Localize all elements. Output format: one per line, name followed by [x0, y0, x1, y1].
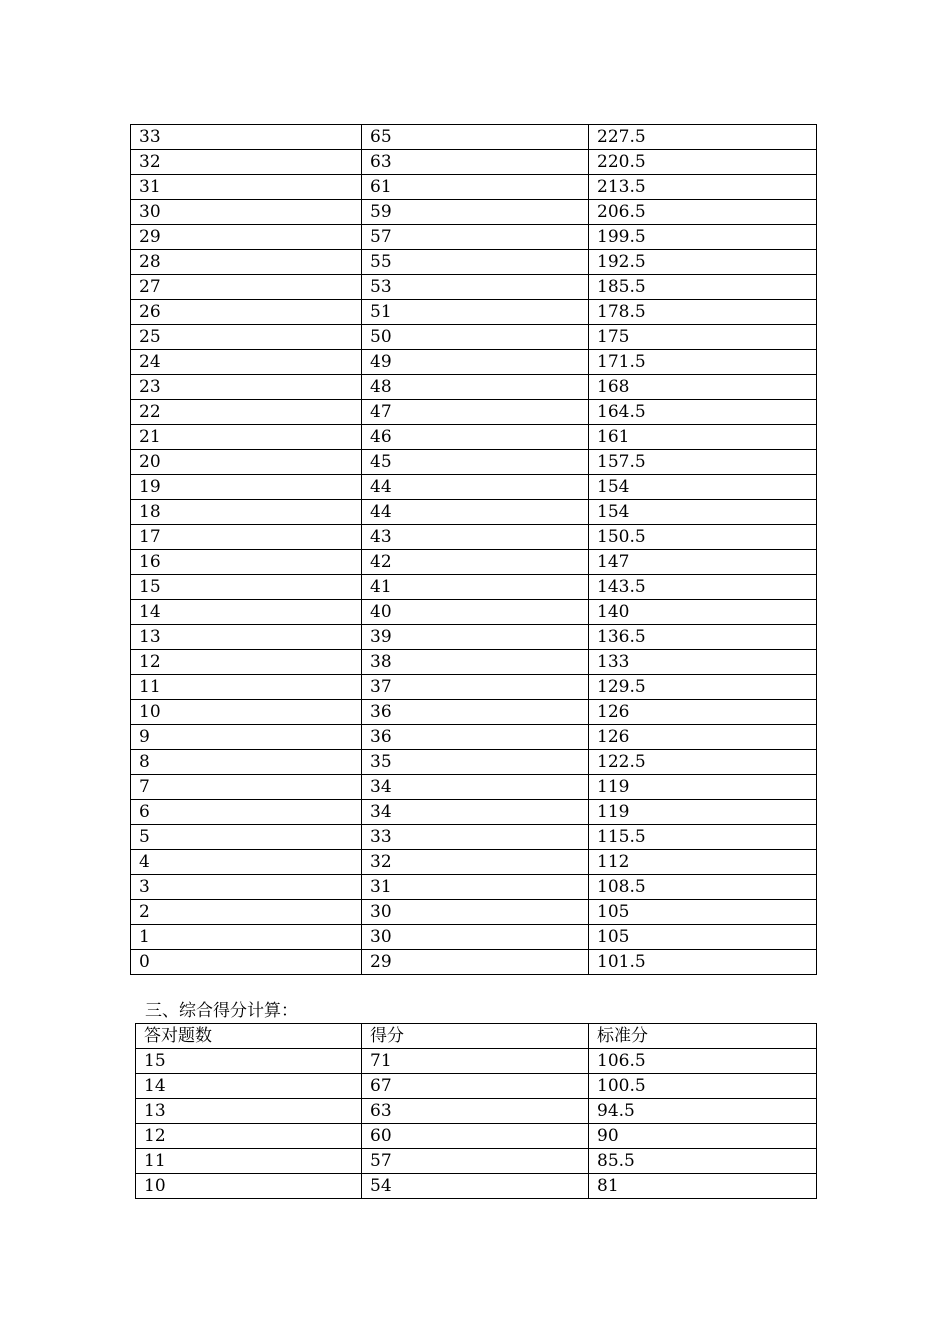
table-row: [131, 175, 817, 200]
header-score: 得分: [362, 1024, 589, 1049]
cell-standard-score: 126: [589, 700, 817, 725]
cell-correct-count: 0: [131, 950, 362, 975]
table-row: [131, 700, 817, 725]
table-row: [131, 225, 817, 250]
table-row: [131, 450, 817, 475]
cell-standard-score: 171.5: [589, 350, 817, 375]
header-standard-score: 标准分: [589, 1024, 817, 1049]
table-row: [136, 1049, 817, 1074]
section-heading: 三、综合得分计算：: [145, 1001, 298, 1021]
cell-standard-score: 105: [589, 925, 817, 950]
cell-correct-count: 19: [131, 475, 362, 500]
cell-correct-count: 25: [131, 325, 362, 350]
table-row: [131, 625, 817, 650]
table-row: [131, 325, 817, 350]
table-row: [131, 400, 817, 425]
score-table-composite-body: [136, 1049, 817, 1199]
table-row: [131, 900, 817, 925]
cell-standard-score: 157.5: [589, 450, 817, 475]
table-row: [131, 250, 817, 275]
cell-score: 35: [362, 750, 589, 775]
score-table-main-body: [131, 125, 817, 975]
cell-score: 57: [362, 225, 589, 250]
cell-correct-count: 10: [136, 1174, 362, 1199]
cell-standard-score: 213.5: [589, 175, 817, 200]
table-row: [131, 550, 817, 575]
cell-standard-score: 185.5: [589, 275, 817, 300]
table-row: [131, 775, 817, 800]
cell-correct-count: 13: [131, 625, 362, 650]
table-row: [131, 725, 817, 750]
table-header-row: [136, 1024, 817, 1049]
cell-correct-count: 10: [131, 700, 362, 725]
cell-standard-score: 108.5: [589, 875, 817, 900]
cell-score: 39: [362, 625, 589, 650]
cell-correct-count: 14: [131, 600, 362, 625]
cell-correct-count: 33: [131, 125, 362, 150]
cell-standard-score: 126: [589, 725, 817, 750]
table-row: [131, 575, 817, 600]
cell-score: 34: [362, 800, 589, 825]
cell-score: 67: [362, 1074, 589, 1099]
cell-correct-count: 28: [131, 250, 362, 275]
table-row: [131, 925, 817, 950]
cell-score: 63: [362, 1099, 589, 1124]
cell-score: 45: [362, 450, 589, 475]
cell-score: 65: [362, 125, 589, 150]
cell-correct-count: 23: [131, 375, 362, 400]
cell-score: 29: [362, 950, 589, 975]
cell-correct-count: 11: [131, 675, 362, 700]
table-row: [131, 275, 817, 300]
table-row: [136, 1149, 817, 1174]
cell-score: 40: [362, 600, 589, 625]
cell-correct-count: 22: [131, 400, 362, 425]
cell-standard-score: 206.5: [589, 200, 817, 225]
table-row: [131, 650, 817, 675]
cell-standard-score: 101.5: [589, 950, 817, 975]
cell-correct-count: 29: [131, 225, 362, 250]
cell-correct-count: 16: [131, 550, 362, 575]
table-row: [131, 875, 817, 900]
cell-score: 42: [362, 550, 589, 575]
cell-standard-score: 119: [589, 800, 817, 825]
cell-score: 36: [362, 725, 589, 750]
cell-correct-count: 3: [131, 875, 362, 900]
table-row: [136, 1174, 817, 1199]
cell-standard-score: 175: [589, 325, 817, 350]
cell-correct-count: 18: [131, 500, 362, 525]
table-row: [131, 850, 817, 875]
cell-score: 48: [362, 375, 589, 400]
cell-score: 32: [362, 850, 589, 875]
cell-score: 44: [362, 475, 589, 500]
cell-standard-score: 115.5: [589, 825, 817, 850]
table-row: [131, 825, 817, 850]
cell-score: 54: [362, 1174, 589, 1199]
cell-correct-count: 1: [131, 925, 362, 950]
cell-standard-score: 154: [589, 475, 817, 500]
cell-correct-count: 15: [136, 1049, 362, 1074]
cell-correct-count: 31: [131, 175, 362, 200]
table-row: [131, 375, 817, 400]
cell-score: 57: [362, 1149, 589, 1174]
cell-score: 41: [362, 575, 589, 600]
table-row: [136, 1074, 817, 1099]
cell-standard-score: 81: [589, 1174, 817, 1199]
cell-standard-score: 154: [589, 500, 817, 525]
table-row: [131, 150, 817, 175]
cell-correct-count: 17: [131, 525, 362, 550]
cell-standard-score: 150.5: [589, 525, 817, 550]
header-correct-count: 答对题数: [136, 1024, 362, 1049]
table-row: [136, 1099, 817, 1124]
cell-standard-score: 133: [589, 650, 817, 675]
cell-correct-count: 8: [131, 750, 362, 775]
table-row: [131, 300, 817, 325]
cell-correct-count: 30: [131, 200, 362, 225]
cell-standard-score: 220.5: [589, 150, 817, 175]
cell-standard-score: 112: [589, 850, 817, 875]
cell-correct-count: 27: [131, 275, 362, 300]
cell-standard-score: 178.5: [589, 300, 817, 325]
cell-correct-count: 2: [131, 900, 362, 925]
cell-correct-count: 9: [131, 725, 362, 750]
table-row: [131, 950, 817, 975]
cell-standard-score: 85.5: [589, 1149, 817, 1174]
cell-score: 59: [362, 200, 589, 225]
cell-standard-score: 143.5: [589, 575, 817, 600]
cell-correct-count: 12: [136, 1124, 362, 1149]
cell-standard-score: 90: [589, 1124, 817, 1149]
table-row: [131, 125, 817, 150]
cell-standard-score: 147: [589, 550, 817, 575]
cell-score: 36: [362, 700, 589, 725]
cell-score: 71: [362, 1049, 589, 1074]
cell-score: 30: [362, 925, 589, 950]
cell-standard-score: 119: [589, 775, 817, 800]
table-row: [131, 675, 817, 700]
cell-score: 63: [362, 150, 589, 175]
table-row: [131, 750, 817, 775]
cell-score: 43: [362, 525, 589, 550]
cell-correct-count: 4: [131, 850, 362, 875]
cell-standard-score: 106.5: [589, 1049, 817, 1074]
table-row: [131, 800, 817, 825]
cell-standard-score: 164.5: [589, 400, 817, 425]
score-table-main: [130, 124, 817, 975]
cell-score: 53: [362, 275, 589, 300]
cell-correct-count: 14: [136, 1074, 362, 1099]
cell-score: 50: [362, 325, 589, 350]
cell-score: 31: [362, 875, 589, 900]
cell-score: 37: [362, 675, 589, 700]
cell-score: 61: [362, 175, 589, 200]
cell-score: 30: [362, 900, 589, 925]
cell-standard-score: 192.5: [589, 250, 817, 275]
cell-score: 33: [362, 825, 589, 850]
cell-standard-score: 105: [589, 900, 817, 925]
cell-correct-count: 21: [131, 425, 362, 450]
cell-standard-score: 168: [589, 375, 817, 400]
cell-standard-score: 136.5: [589, 625, 817, 650]
cell-standard-score: 161: [589, 425, 817, 450]
cell-standard-score: 227.5: [589, 125, 817, 150]
cell-correct-count: 15: [131, 575, 362, 600]
cell-correct-count: 11: [136, 1149, 362, 1174]
cell-correct-count: 32: [131, 150, 362, 175]
cell-standard-score: 94.5: [589, 1099, 817, 1124]
cell-correct-count: 20: [131, 450, 362, 475]
cell-score: 49: [362, 350, 589, 375]
cell-standard-score: 100.5: [589, 1074, 817, 1099]
score-table-composite: [135, 1023, 817, 1199]
cell-correct-count: 26: [131, 300, 362, 325]
table-row: [131, 500, 817, 525]
table-row: [131, 200, 817, 225]
cell-standard-score: 129.5: [589, 675, 817, 700]
cell-score: 38: [362, 650, 589, 675]
table-row: [131, 350, 817, 375]
table-row: [131, 475, 817, 500]
cell-score: 55: [362, 250, 589, 275]
cell-score: 44: [362, 500, 589, 525]
cell-correct-count: 5: [131, 825, 362, 850]
table-row: [131, 425, 817, 450]
cell-score: 47: [362, 400, 589, 425]
table-row: [136, 1124, 817, 1149]
table-row: [131, 600, 817, 625]
cell-correct-count: 12: [131, 650, 362, 675]
cell-standard-score: 122.5: [589, 750, 817, 775]
cell-score: 51: [362, 300, 589, 325]
table-row: [131, 525, 817, 550]
cell-standard-score: 199.5: [589, 225, 817, 250]
cell-correct-count: 6: [131, 800, 362, 825]
cell-correct-count: 13: [136, 1099, 362, 1124]
cell-score: 34: [362, 775, 589, 800]
cell-score: 46: [362, 425, 589, 450]
cell-standard-score: 140: [589, 600, 817, 625]
cell-correct-count: 24: [131, 350, 362, 375]
cell-correct-count: 7: [131, 775, 362, 800]
cell-score: 60: [362, 1124, 589, 1149]
